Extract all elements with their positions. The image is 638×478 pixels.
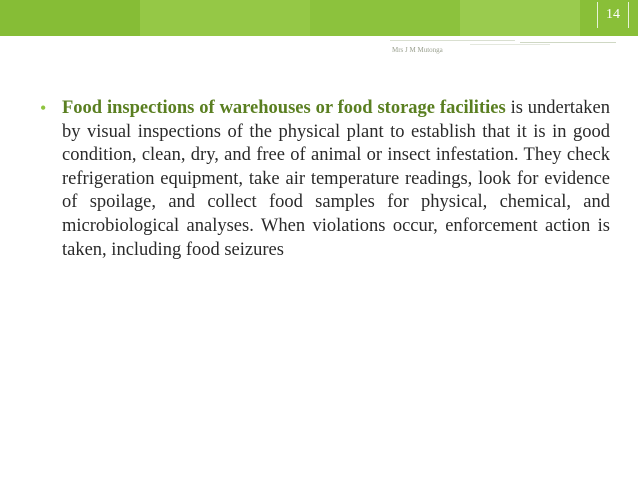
header-bar — [0, 0, 638, 36]
decorative-line — [390, 40, 515, 41]
bullet-lead-text: Food inspections of warehouses or food storage facilities — [62, 98, 506, 118]
bullet-item — [40, 97, 610, 262]
header-stripe — [310, 0, 460, 36]
decorative-line — [520, 42, 616, 43]
bullet-icon: • — [40, 98, 47, 118]
page-number: 14 — [597, 2, 629, 28]
header-stripe — [0, 0, 140, 36]
decorative-line — [470, 44, 550, 45]
slide-content — [40, 97, 610, 262]
author-label: Mrs J M Mutonga — [392, 46, 443, 54]
header-stripe — [460, 0, 580, 36]
header-stripe — [140, 0, 310, 36]
header-divider — [0, 36, 638, 38]
bullet-body-text: is undertaken by visual inspections of the physical plant to establish that it is in good condition, clean, dry, and free of animal or insect infestation. They check refrigeration equipment, take air temperature readings, look for evidence of spoilage, and collect food samples for physical, chemical, and microbiological analyses. When violations occur, enforcement action is taken, including food seizures — [62, 98, 610, 260]
